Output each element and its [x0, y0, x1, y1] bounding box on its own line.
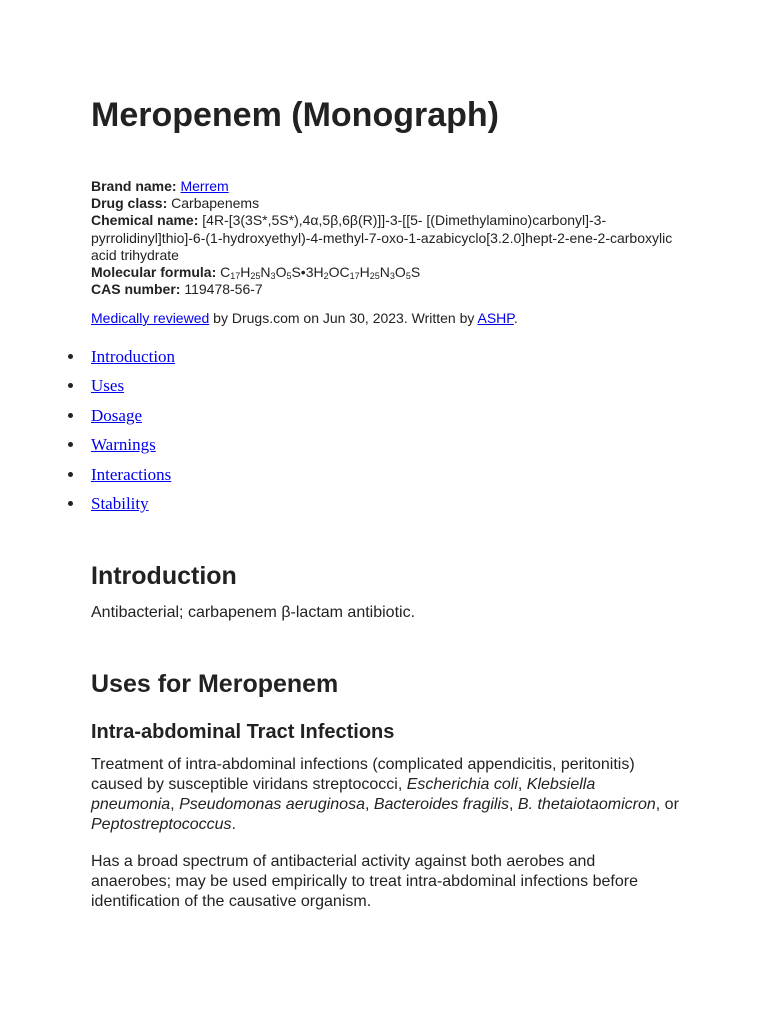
formula-part: O	[275, 264, 287, 281]
formula-label: Molecular formula:	[91, 264, 217, 281]
formula-row	[91, 264, 681, 281]
formula-value	[220, 264, 420, 280]
bullet-icon	[68, 383, 73, 388]
cas-value: 119478-56-7	[184, 281, 263, 298]
toc-link-warnings[interactable]: Warnings	[91, 435, 156, 455]
text-span: ,	[364, 796, 374, 813]
treatment-paragraph	[91, 755, 681, 835]
introduction-heading: Introduction	[91, 562, 237, 590]
text-span: ,	[170, 796, 180, 813]
formula-sub: 25	[369, 271, 380, 282]
formula-sub: 2	[323, 271, 329, 282]
formula-part: OC	[328, 264, 350, 281]
chem-row	[91, 212, 681, 264]
toc-item	[0, 374, 400, 403]
formula-part: S•3H	[291, 264, 324, 281]
class-row	[91, 195, 681, 212]
brand-link[interactable]: Merrem	[180, 178, 229, 194]
toc-item	[0, 345, 400, 374]
organism-name: Peptostreptococcus	[91, 816, 232, 833]
review-text: by Drugs.com on Jun 30, 2023. Written by	[209, 310, 478, 326]
formula-part: C	[220, 264, 231, 281]
formula-part: N	[379, 264, 390, 281]
organism-name: Bacteroides fragilis	[373, 796, 510, 813]
table-of-contents	[0, 345, 400, 521]
text-span: Treatment of intra-abdominal infections (complicated appendicitis, peritonitis) caused by susceptible viridans streptococci,	[91, 756, 635, 793]
broad-spectrum-paragraph: Has a broad spectrum of antibacterial activity against both aerobes and anaerobes; may be used empirically to treat intra-abdominal infections before identification of the causative organism.	[91, 853, 638, 910]
bullet-icon	[68, 442, 73, 447]
toc-link-interactions[interactable]: Interactions	[91, 464, 172, 484]
formula-part: O	[394, 264, 406, 281]
cas-row	[91, 281, 681, 298]
formula-part: H	[240, 264, 251, 281]
formula-sub: 3	[389, 271, 395, 282]
formula-sub: 5	[286, 271, 292, 282]
organism-name: Escherichia coli	[406, 776, 518, 793]
toc-link-uses[interactable]: Uses	[91, 376, 125, 396]
toc-link-dosage[interactable]: Dosage	[91, 405, 142, 425]
chem-value: [4R-[3(3S*,5S*),4α,5β,6β(R)]]-3-[[5- [(Dimethylamino)carbonyl]-3-pyrrolidinyl]thio]-6-(1-hydroxyethyl)-4-methyl-7-oxo-1-azabicyclo[3.2.0]hept-2-ene-2-carboxylic acid trihydrate	[91, 212, 673, 263]
review-line	[91, 310, 518, 327]
toc-item	[0, 404, 400, 433]
chem-label: Chemical name:	[91, 212, 199, 229]
formula-part: S	[410, 264, 421, 281]
introduction-text: Antibacterial; carbapenem β-lactam antibiotic.	[91, 604, 416, 621]
organism-name: B. thetaiotaomicron	[517, 796, 656, 813]
medically-reviewed-link[interactable]: Medically reviewed	[91, 310, 210, 326]
bullet-icon	[68, 413, 73, 418]
page-title: Meropenem (Monograph)	[91, 96, 499, 134]
formula-sub: 3	[270, 271, 276, 282]
brand-row	[91, 178, 681, 195]
author-link[interactable]: ASHP	[477, 310, 514, 326]
bullet-icon	[68, 354, 73, 359]
organism-name: Pseudomonas aeruginosa	[179, 796, 365, 813]
toc-link-introduction[interactable]: Introduction	[91, 347, 176, 366]
text-span: .	[231, 816, 236, 833]
intra-abdominal-heading: Intra-abdominal Tract Infections	[91, 721, 395, 743]
bullet-icon	[68, 501, 73, 506]
formula-sub: 17	[349, 271, 360, 282]
class-value: Carbapenems	[171, 195, 260, 212]
organism-name: Klebsiella pneumonia	[91, 776, 596, 813]
toc-item	[0, 463, 400, 492]
toc-item	[0, 433, 400, 462]
review-end: .	[513, 310, 518, 326]
formula-part: N	[260, 264, 271, 281]
formula-part: H	[359, 264, 370, 281]
text-span: ,	[509, 796, 518, 813]
formula-sub: 25	[250, 271, 261, 282]
drug-meta	[91, 178, 681, 298]
bullet-icon	[68, 472, 73, 477]
formula-sub: 17	[230, 271, 241, 282]
brand-label: Brand name:	[91, 178, 177, 194]
formula-sub: 5	[405, 271, 411, 282]
cas-label: CAS number:	[91, 281, 181, 298]
text-span: ,	[517, 776, 527, 793]
uses-heading: Uses for Meropenem	[91, 670, 339, 698]
toc-item	[0, 492, 400, 521]
class-label: Drug class:	[91, 195, 168, 212]
toc-link-stability[interactable]: Stability	[91, 493, 149, 513]
text-span: , or	[655, 796, 679, 813]
